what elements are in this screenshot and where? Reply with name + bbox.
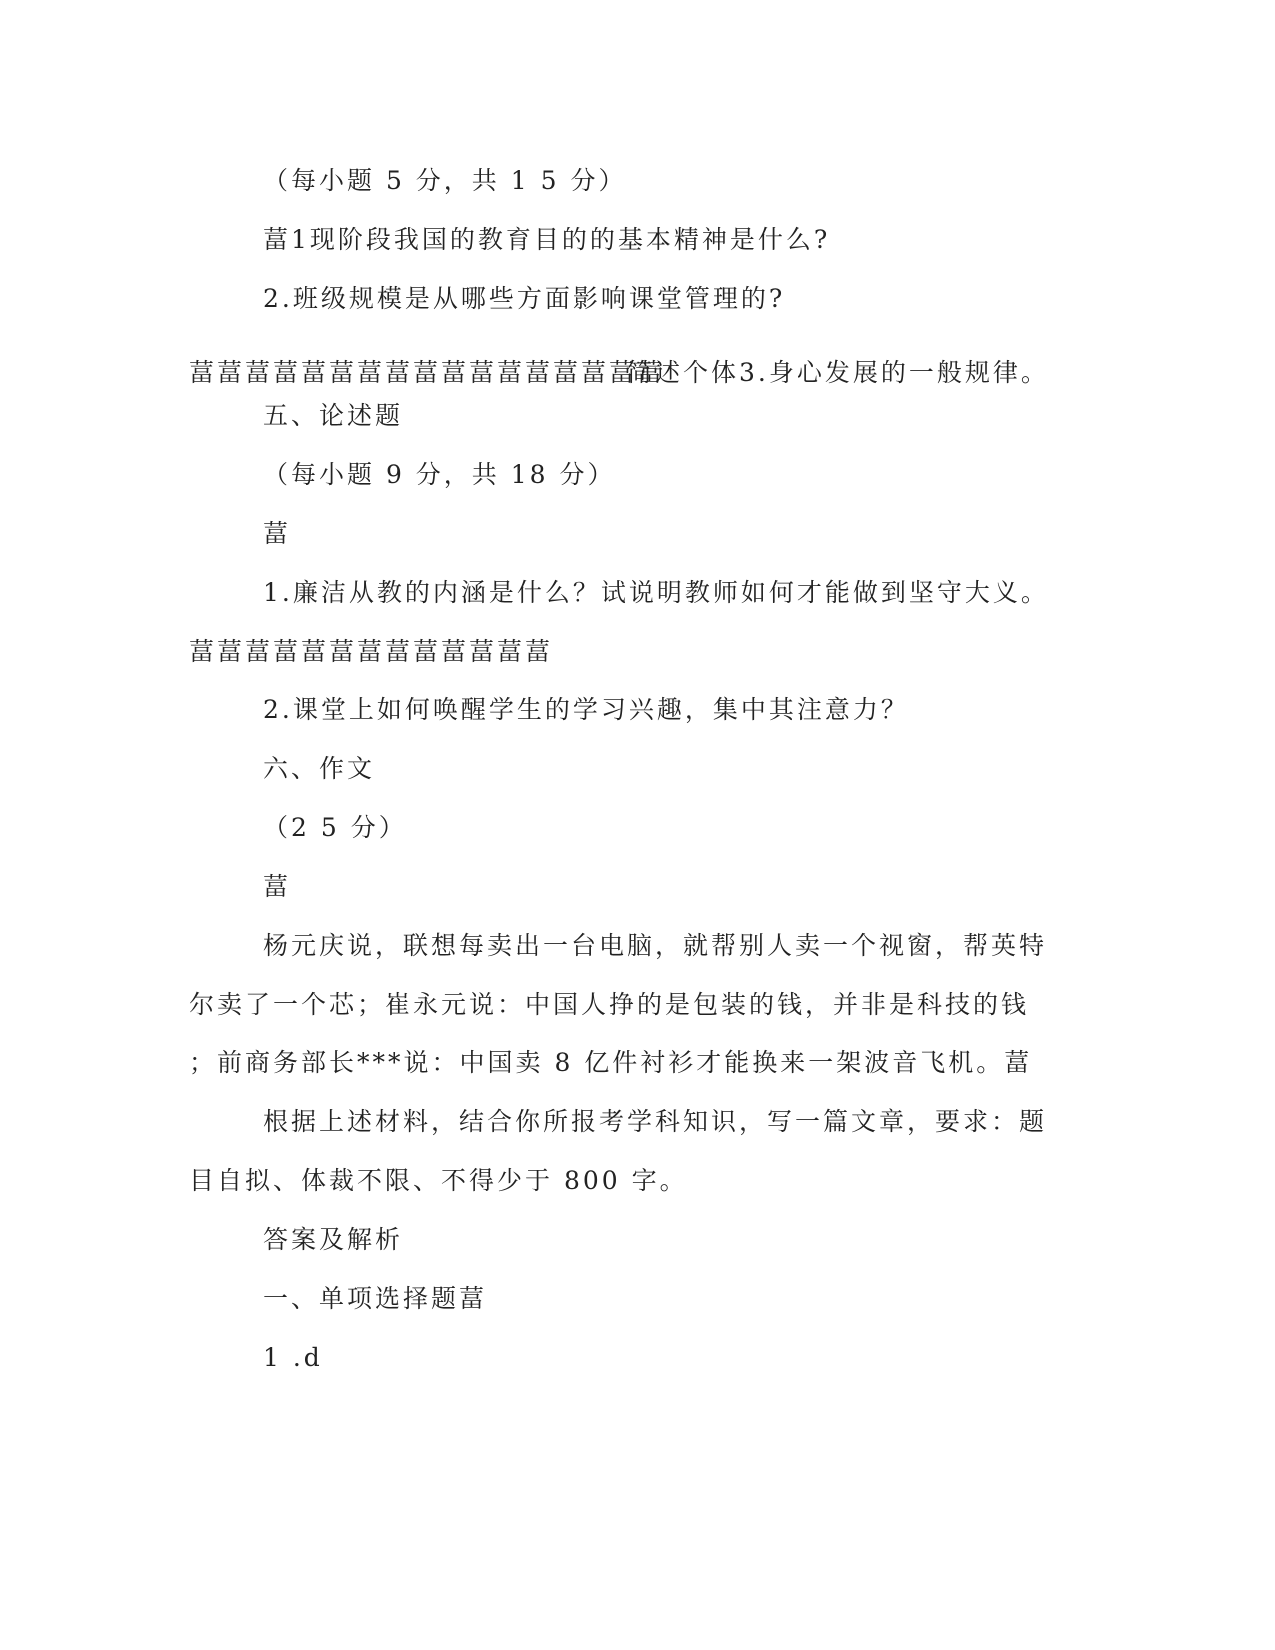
section-six-heading: 六、作文 xyxy=(263,754,376,783)
question-3: 简述个体3.身心发展的一般规律。 xyxy=(627,358,1049,387)
garbled-char-2: 葍 xyxy=(263,872,292,901)
answers-heading: 答案及解析 xyxy=(263,1225,404,1254)
requirement-line-2: 目自拟、体裁不限、不得少于 800 字。 xyxy=(189,1166,688,1195)
material-line-2: 尔卖了一个芯；崔永元说：中国人挣的是包装的钱，并非是科技的钱 xyxy=(189,990,1030,1019)
essay-question-1: 1.廉洁从教的内涵是什么？试说明教师如何才能做到坚守大义。 xyxy=(263,578,1049,607)
answer-1: 1 .d xyxy=(263,1343,323,1372)
score-note-1: （每小题 5 分，共 1 5 分） xyxy=(263,166,627,195)
question-1: 葍1现阶段我国的教育目的的基本精神是什么? xyxy=(263,225,831,254)
essay-question-2: 2.课堂上如何唤醒学生的学习兴趣，集中其注意力？ xyxy=(263,695,909,724)
material-line-3: ；前商务部长***说：中国卖 8 亿件衬衫才能换来一架波音飞机。葍 xyxy=(189,1048,1033,1077)
material-line-1: 杨元庆说，联想每卖出一台电脑，就帮别人卖一个视窗，帮英特 xyxy=(263,931,1048,960)
question-2: 2.班级规模是从哪些方面影响课堂管理的? xyxy=(263,284,786,313)
garbled-fill-2: 葍葍葍葍葍葍葍葍葍葍葍葍葍 xyxy=(189,637,554,666)
garbled-fill: 葍葍葍葍葍葍葍葍葍葍葍葍葍葍葍葍葍 xyxy=(189,358,666,387)
garbled-char-1: 葍 xyxy=(263,519,292,548)
section-five-heading: 五、论述题 xyxy=(263,401,404,430)
overlapping-line xyxy=(189,355,1049,391)
score-note-2: （每小题 9 分，共 18 分） xyxy=(263,460,616,489)
requirement-line-1: 根据上述材料，结合你所报考学科知识，写一篇文章，要求：题 xyxy=(263,1107,1048,1136)
answers-section-one: 一、单项选择题葍 xyxy=(263,1284,488,1313)
score-note-3: （2 5 分） xyxy=(263,813,407,842)
